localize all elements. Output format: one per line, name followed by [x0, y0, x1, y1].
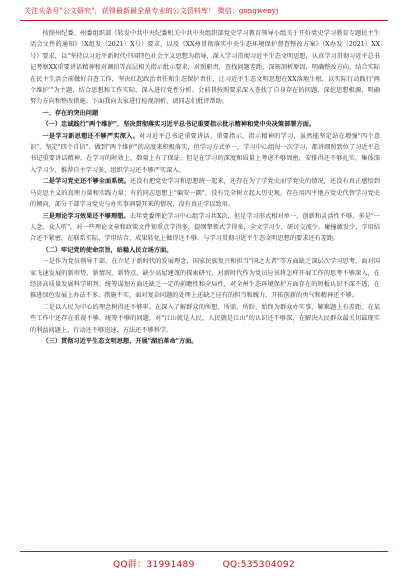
- paragraph-1: [30, 131, 380, 177]
- paragraph-3: [30, 211, 380, 245]
- paragraph-1-body: 对习近平总书记重要讲话、重要指示、指示精神的学习，虽然能坚定站在增强"四个意识"、坚定"四个自信"、做到"两个维护"的高度来积极落实，但学习方式单一，学习中心组每一次学习，都讲细照到位了习近平总书记重要讲话精神。在学习的时效上，数量上有了保证，但是在学习的深度和质量上考虑不够周密，安排得还不够扎实，集体深入学习少，推荐自主学习多，组织学习还不够严实深入。: [30, 132, 381, 174]
- header-divider: [20, 20, 388, 21]
- intro-paragraph: 按照州纪委、州委组织部《转发中共中央纪委机关中共中央组织部党史学习教育领导小组关于开好党史学习教育专题民主生活会文件的通知》（X组发〔2021〕X号）要求，以及《XX州贯彻落实中央生态环境保护督查整改方案》（X办发〔2021〕XX号）要求，以"坚持以习近平新时代中国特色社会主义思想为指导，深入学习贯彻习近平生态文明思想，认真学习贯彻习近平总书记考察XX重要讲话精神和对调拍等高层相关指示批示要求，对照职责，查找问题差距，深刻剖析原因，明确整改方向，结合实际在民主生活会前做好自查工作，坚决扛起政治责任和生态保护责任，让习近平生态文明思想在XX落地生根，以实际行动践行'两个维护'"为主题，结合思想和工作实际，深入进行党性分析。会前我按照要求深入查找了自身存在的问题，深挖思想根源，明确努力方向和整改措施。下面我向大家进行检视剖析，请同志们批评帮助。: [30, 30, 380, 106]
- section-title-problems: 一、存在的突出问题: [42, 109, 99, 117]
- subsection-title-2: （二）牢记党的使命宗旨，站稳人民立场方面。: [42, 246, 173, 254]
- footer-qq: QQ:535304092: [222, 560, 295, 570]
- paragraph-2: [30, 176, 380, 210]
- page-header: [24, 6, 384, 16]
- paragraph-2-lead: 二是学习党史还不够全面系统。: [42, 178, 131, 186]
- paragraph-3-body: 去年党委理论学习中心组学习共X次，但是学习形式相对单一，创新和灵活性不够，多是"一人念、众人听"，对一些理论文章和政策文件划重点学得多，提纲挈领式学得多，全文学习少，研讨交流少，碰撞激发少，学用结合还不紧密，在联系实际、学用结合、成果转化上做得还不够，与学习贯彻习近平生态文明思想的要求还有差距。: [30, 212, 381, 243]
- subsection-title-1: （一）忠诚践行"两个维护"，坚决贯彻落实习近平总书记重要指示批示精神和党中央决策部署方面。: [42, 121, 316, 129]
- footer-qq-group: QQ群：31991489: [113, 560, 195, 570]
- paragraph-4: [30, 256, 380, 302]
- document-body: [30, 28, 380, 347]
- header-text: 关注头条号"公文研究"，获得最新最全最专业的公文资料库！ 微信：gongwenyj: [24, 7, 279, 15]
- paragraph-4-body: 在立足于新时代的发展理念，国家民族复兴和担当"国之大者"等方面缺乏深层次学习思考，面对国家飞速发展的新形势、新情况、新特点，缺少高屋建瓴的探索研究，对新时代作为党员应该将怎样开展工作的思考不够深入，在经济高质量发展科学研判、统筹谋划方面还缺乏一定的前瞻性和全局性，对全州生态环境保护方面存在的短板认识不深不透，在推进绿色发展上办法不多、措施不实，面对复杂问题的处理上还缺乏应有的担当和魄力，开拓创新的勇气和精神还不够。: [30, 258, 380, 300]
- page-footer: [0, 557, 408, 570]
- footer-divider: [20, 551, 388, 552]
- paragraph-1-lead: 一是学习新思想还不够严实深入。: [42, 132, 140, 140]
- subsection-title-3: （三）贯彻习近平生态文明思想，开展"湖泊革命"方面。: [42, 337, 198, 345]
- paragraph-5: 二是以人民为中心的理念树得还不够牢。在深入了解群众的所想、所需、所盼，始终为群众办实事、解难题上有差距。在某些工作中还存在重视不够、统筹不够的问题，对"江山就是人民、人民就是江山"的认识还不够深，在解决人民群众最关切最现实的利益问题上，行动还不够迅速、方法还不够科学。: [30, 303, 380, 334]
- paragraph-2-body: 还没有把党史学习和思想统一起来，还存在为了学党史而学党史的情况，还没有真正感悟到马克思主义的真理力量和实践力量；有的同志思想上"偏安一隅"，没有完全树立起大历史观，存在用四平地方党史代替学习党史的倾向，部分干部学习党史与办实事割裂开来的情况，没有真正学以致用。: [30, 178, 380, 209]
- paragraph-3-lead: 三是理论学习效果还不够理想。: [42, 212, 130, 220]
- paragraph-4-lead: 一是作为党员领导干部，: [42, 258, 112, 266]
